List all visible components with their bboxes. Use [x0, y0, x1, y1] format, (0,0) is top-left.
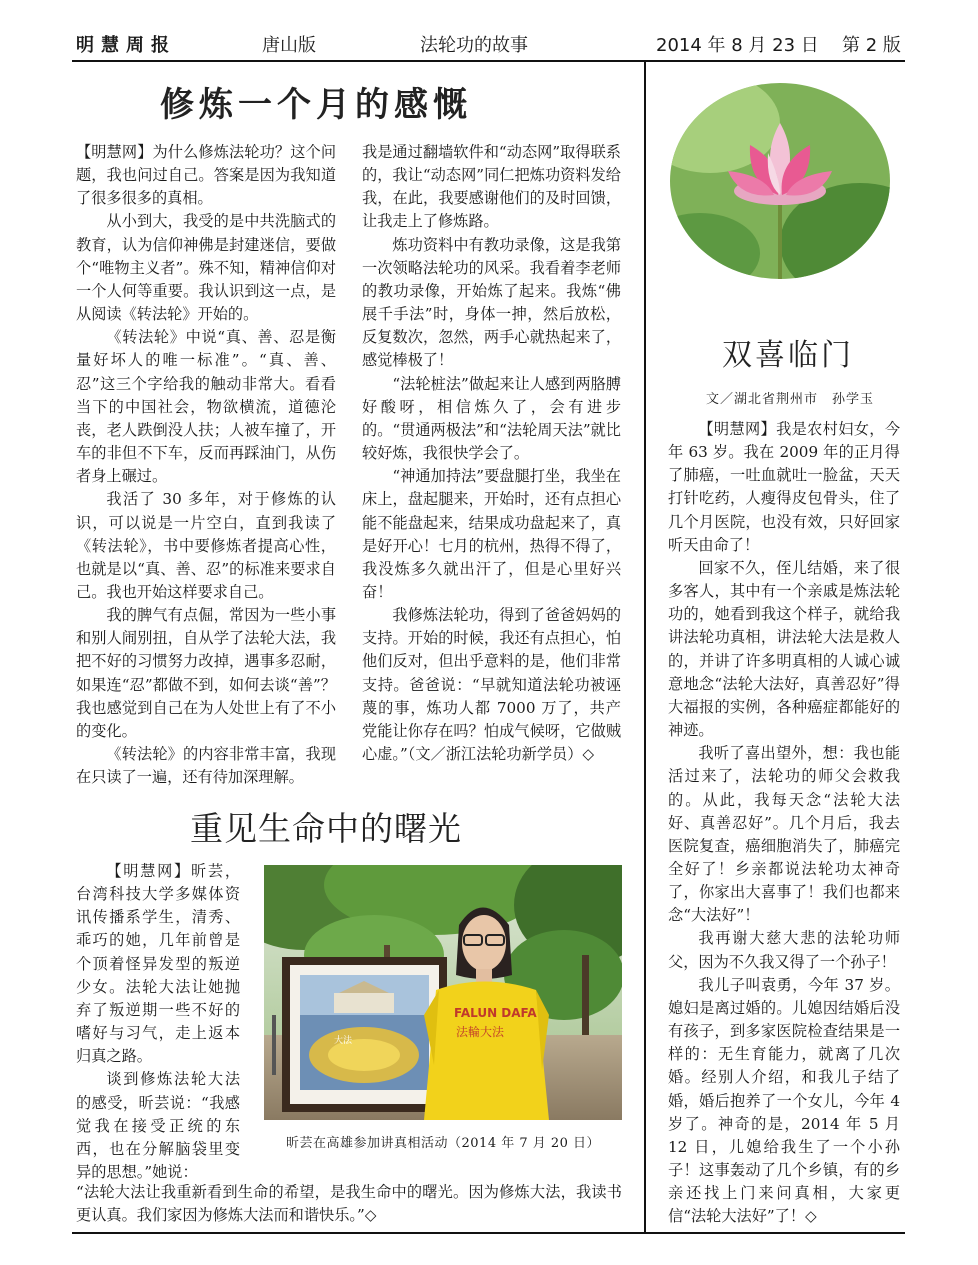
- paragraph: 炼功资料中有教功录像，这是我第一次领略法轮功的风采。我看着李老师的教功录像，开始炼了起来。我炼“佛展千手法”时，身体一抻，然后放松，反复数次，忽然，两手心就热起来了，感觉棒极了！: [362, 235, 621, 370]
- paragraph: 谈到修炼法轮大法的感受，昕芸说：“我感觉我在接受正统的东西，也在分解脑袋里变异的思想。”她说：: [76, 1070, 240, 1182]
- paragraph: “法轮大法让我重新看到生命的希望，是我生命中的曙光。因为修炼大法，我读书更认真。我们家因为修炼大法而和谐快乐。”◇: [76, 1183, 622, 1225]
- footer-rule: [72, 1232, 905, 1234]
- paragraph: 我活了 30 多年，对于修炼的认识，可以说是一片空白，直到我读了《转法轮》，书中要修炼者提高心性，也就是以“真、善、忍”的标准来要求自己。我也开始这样要求自己。: [76, 490, 336, 601]
- article-tail: [76, 1181, 622, 1227]
- article-title: 双喜临门: [722, 338, 854, 373]
- paragraph: 从小到大，我受的是中共洗脑式的教育，认为信仰神佛是封建迷信，要做个“唯物主义者”。殊不知，精神信仰对一个人何等重要。我认识到这一点，是从阅读《转法轮》开始的。: [76, 212, 336, 324]
- paragraph: 我儿子叫袁勇，今年 37 岁。媳妇是离过婚的。儿媳因结婚后没有孩子，到多家医院检查结果是一样的：无生育能力，就离了几次婚。经别人介绍，和我儿子结了婚，婚后抱养了一个女儿，今年 4 岁了。神奇的是，2014 年 5 月 12 日，儿媳给我生了一个小孙子！这事轰动了几个乡镇，有的乡亲还找上门来问真相，大家更信“法轮大法好”了！◇: [668, 975, 900, 1226]
- paragraph: 我再谢大慈大悲的法轮功师父，因为不久我又得了一个孙子！: [668, 929, 900, 971]
- paragraph: “法轮桩法”做起来让人感到两胳膊好酸呀，相信炼久了，会有进步的。“贯通两极法”和“法轮周天法”就比较好炼，我很快学会了。: [362, 374, 621, 463]
- issue-date: 2014 年 8 月 23 日: [656, 35, 819, 56]
- paragraph: “神通加持法”要盘腿打坐，我坐在床上，盘起腿来，开始时，还有点担心能不能盘起来，结果成功盘起来了，真是好开心！七月的杭州，热得不得了，我没炼多久就出汗了，但是心里好兴奋！: [362, 467, 621, 601]
- shirt-logo-chinese: 法輪大法: [456, 1025, 505, 1039]
- article-title: 修炼一个月的感慨: [160, 85, 472, 125]
- edition-label: 唐山版: [262, 35, 316, 56]
- article-title: 重见生命中的曙光: [190, 809, 462, 848]
- photo-caption: 昕芸在高雄参加讲真相活动（2014 年 7 月 20 日）: [286, 1136, 601, 1151]
- paper-name: 明慧周报: [76, 35, 176, 56]
- lotus-image: [670, 83, 890, 279]
- section-label: 法轮功的故事: [420, 35, 528, 56]
- paragraph: 【明慧网】为什么修炼法轮功？这个问题，我也问过自己。答案是因为我知道了很多很多的真相。: [76, 143, 336, 208]
- paragraph: 《转法轮》中说“真、善、忍是衡量好坏人的唯一标准”。“真、善、忍”这三个字给我的触动非常大。看看当下的中国社会，物欲横流，道德沦丧，老人跌倒没人扶；人被车撞了，开车的非但不下车，反而再踩油门，从伤者身上碾过。: [76, 328, 336, 486]
- column-divider: [644, 62, 646, 1232]
- paragraph: 【明慧网】我是农村妇女，今年 63 岁。我在 2009 年的正月得了肺癌，一吐血就吐一脸盆，天天打针吃药，人瘦得皮包骨头，住了几个月医院，也没有效，只好回家听天由命了！: [668, 420, 900, 554]
- header-rule: [72, 60, 905, 62]
- article-photo: [264, 865, 622, 1120]
- article-byline: 文／湖北省荆州市 孙学玉: [706, 392, 875, 407]
- banner-text: 大法: [334, 1036, 353, 1046]
- paragraph: 我听了喜出望外，想：我也能活过来了，法轮功的师父会救我的。从此，我每天念“法轮大法好、真善忍好”。几个月后，我去医院复查，癌细胞消失了，肺癌完全好了！乡亲都说法轮功太神奇了，你家出大喜事了！我们也都来念“大法好”！: [668, 744, 900, 925]
- paragraph: 我修炼法轮功，得到了爸爸妈妈的支持。开始的时候，我还有点担心，怕他们反对，但出乎意料的是，他们非常支持。爸爸说：“早就知道法轮功被诬蔑的事，炼功人都 7000 万了，共产党能让你存在吗？怕成气候呀，它做贼心虚。”（文／浙江法轮功新学员）◇: [362, 606, 621, 764]
- page-number: 第 2 版: [842, 35, 901, 56]
- shirt-logo-latin: FALUN DAFA: [454, 1006, 537, 1020]
- article-column: [362, 141, 621, 766]
- paragraph: 【明慧网】昕芸，台湾科技大学多媒体资讯传播系学生，清秀、乖巧的她，几年前曾是个顶着怪异发型的叛逆少女。法轮大法让她抛弃了叛逆期一些不好的嗜好与习气，走上返本归真之路。: [76, 862, 240, 1066]
- article-column: [76, 860, 240, 1184]
- paragraph: 我是通过翻墙软件和“动态网”取得联系的，我让“动态网”同仁把炼功资料发给我，在此，我要感谢他们的及时回馈，让我走上了修炼路。: [362, 143, 621, 231]
- paragraph: 《转法轮》的内容非常丰富，我现在只读了一遍，还有待加深理解。: [76, 745, 336, 787]
- article-column: [668, 418, 900, 1228]
- article-column: [76, 141, 336, 789]
- paragraph: 我的脾气有点倔，常因为一些小事和别人闹别扭，自从学了法轮大法，我把不好的习惯努力改掉，遇事多忍耐，如果连“忍”都做不到，如何去谈“善”？我也感觉到自己在为人处世上有了不小的变化。: [76, 606, 336, 740]
- paragraph: 回家不久，侄儿结婚，来了很多客人，其中有一个亲戚是炼法轮功的，她看到我这个样子，就给我讲法轮功真相，讲法轮大法是救人的，并讲了许多明真相的人诚心诚意地念“法轮大法好，真善忍好”得大福报的实例，各种癌症都能好的神迹。: [668, 558, 900, 740]
